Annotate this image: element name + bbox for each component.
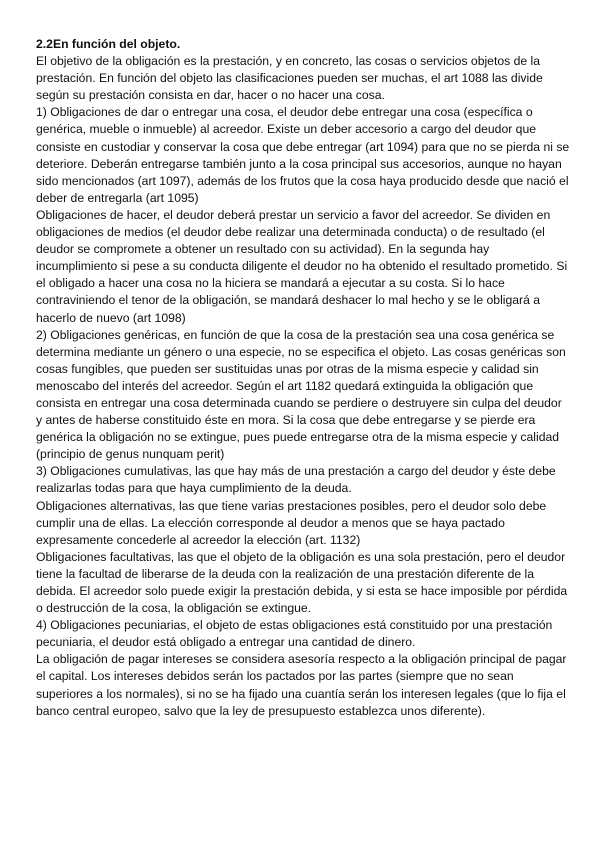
paragraph-intereses: La obligación de pagar intereses se considera asesoría respecto a la obligación principal de pagar el capital. Los intereses debidos serán los pactados por las partes (siempre que no sean superiores a los normales), si no se ha fijado una cuantía serán los interesen legales (que lo fija el banco central europeo, salvo que la ley de presupuesto establezca unos diferente). bbox=[36, 652, 567, 718]
paragraph-obligaciones-hacer: Obligaciones de hacer, el deudor deberá prestar un servicio a favor del acreedor. Se dividen en obligaciones de medios (el deudor debe realizar una determinada conducta) o de resultado (el deudor se compromete a obtener un resultado con su actividad). En la segunda hay incumplimiento si pese a su conducta diligente el deudor no ha obtenido el resultado prometido. Si el obligado a hacer una cosa no la hiciera se mandará a ejecutar a su costa. Si lo hace contraviniendo el tenor de la obligación, se mandará deshacer lo mal hecho y se le obligará a hacerlo de nuevo (art 1098) bbox=[36, 207, 568, 325]
paragraph-obligaciones-facultativas: Obligaciones facultativas, las que el objeto de la obligación es una sola prestación, pero el deudor tiene la facultad de liberarse de la deuda con la realización de una prestación diferente de la debida. El acreedor solo puede exigir la prestación debida, y si esta se hace imposible por pérdida o destrucción de la cosa, la obligación se extingue. bbox=[36, 549, 568, 616]
paragraph-intro: El objetivo de la obligación es la prestación, y en concreto, las cosas o servicios objetos de la prestación. En función del objeto las clasificaciones pueden ser muchas, el art 1088 las divide según su prestación consista en dar, hacer o no hacer una cosa. bbox=[36, 54, 543, 103]
paragraph-obligaciones-genericas: 2) Obligaciones genéricas, en función de que la cosa de la prestación sea una cosa genérica se determina mediante un género o una especie, no se especifica el objeto. Las cosas genéricas son cosas fungibles, que pueden ser sustituidas unas por otras de la misma especie y calidad sin menoscabo del interés del acreedor. Según el art 1182 quedará extinguida la obligación que consista en entregar una cosa determinada cuando se perdiere o destruyere sin culpa del deudor y antes de haberse constituido éste en mora. Si la cosa que debe entregarse y se pierde era genérica la obligación no se extingue, pues puede entregarse otra de la misma especie y calidad (principio de genus nunquam perit) bbox=[36, 327, 566, 462]
paragraph-obligaciones-dar: 1) Obligaciones de dar o entregar una cosa, el deudor debe entregar una cosa (específica o genérica, mueble o inmueble) al acreedor. Existe un deber accesorio a cargo del deudor que consiste en custodiar y conservar la cosa que debe entregar (art 1094) para que no se pierda ni se deteriore. Deberán entregarse también junto a la cosa principal sus accesorios, aunque no hayan sido mencionados (art 1097), además de los frutos que la cosa haya producido desde que nació el deber de entregarla (art 1095) bbox=[36, 105, 570, 205]
paragraph-obligaciones-pecuniarias: 4) Obligaciones pecuniarias, el objeto de estas obligaciones está constituido por una prestación pecuniaria, el deudor está obligado a entregar una cantidad de dinero. bbox=[36, 618, 553, 650]
document-page bbox=[36, 36, 570, 720]
paragraph-obligaciones-cumulativas: 3) Obligaciones cumulativas, las que hay más de una prestación a cargo del deudor y éste debe realizarlas todas para que haya cumplimiento de la deuda. bbox=[36, 464, 556, 496]
section-heading: 2.2En función del objeto. bbox=[36, 37, 181, 51]
paragraph-obligaciones-alternativas: Obligaciones alternativas, las que tiene varias prestaciones posibles, pero el deudor solo debe cumplir una de ellas. La elección corresponde al deudor a menos que se haya pactado expresamente concederle al acreedor la elección (art. 1132) bbox=[36, 498, 547, 547]
